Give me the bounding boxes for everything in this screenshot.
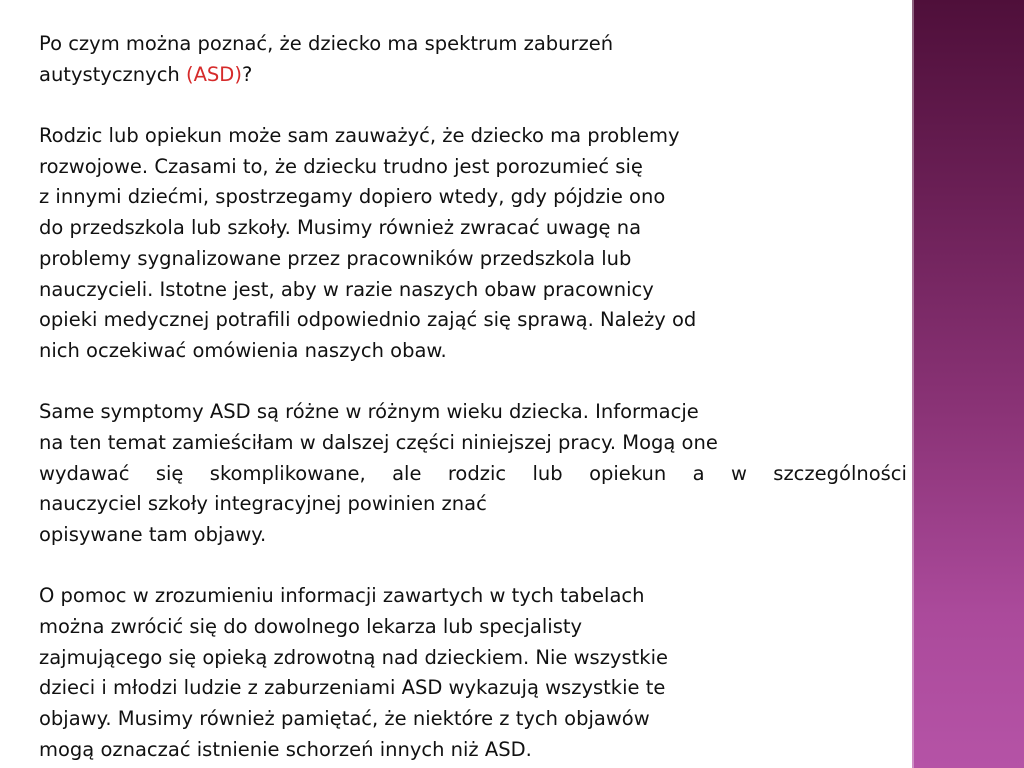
slide-text [39, 29, 907, 766]
asd-highlight: (ASD) [185, 62, 242, 86]
word: ale [392, 461, 422, 485]
paragraph-3-line-3 [39, 459, 907, 490]
paragraph-2-line: do przedszkola lub szkoły. Musimy również zwracać uwagę na [39, 216, 642, 240]
word: w [730, 461, 747, 485]
question-mark: ? [241, 62, 253, 86]
paragraph-2-line: problemy sygnalizowane przez pracowników przedszkola lub [39, 246, 632, 270]
paragraph-3-line-2: na ten temat zamieściłam w dalszej części niniejszej pracy. Mogą one [39, 430, 718, 454]
paragraph-2-line: nauczycieli. Istotne jest, aby w razie naszych obaw pracownicy [39, 277, 654, 301]
word: lub [532, 461, 563, 485]
paragraph-4-line: O pomoc w zrozumieniu informacji zawartych w tych tabelach [39, 584, 645, 608]
paragraph-3-line-1: Same symptomy ASD są różne w różnym wieku dziecka. Informacje [39, 400, 699, 424]
word: opiekun [589, 461, 667, 485]
paragraph-gap [39, 551, 907, 582]
paragraph-2-line: opieki medycznej potrafili odpowiednio zająć się sprawą. Należy od [39, 308, 697, 332]
paragraph-2-line: z innymi dziećmi, spostrzegamy dopiero wtedy, gdy pójdzie ono [39, 185, 666, 209]
paragraph-2-line: nich oczekiwać omówienia naszych obaw. [39, 338, 447, 362]
word: szczególności [773, 461, 907, 485]
paragraph-3-line-4: nauczyciel szkoły integracyjnej powinien znać [39, 492, 487, 516]
paragraph-4-line: zajmującego się opieką zdrowotną nad dzieckiem. Nie wszystkie [39, 645, 668, 669]
paragraph-4-line: mogą oznaczać istnienie schorzeń innych niż ASD. [39, 737, 532, 761]
text-segment: autystycznych [39, 62, 186, 86]
word: się [155, 461, 184, 485]
paragraph-2-line: Rodzic lub opiekun może sam zauważyć, że dziecko ma problemy [39, 124, 680, 148]
paragraph-gap [39, 90, 907, 121]
decorative-side-panel [912, 0, 1024, 768]
paragraph-4-line: dzieci i młodzi ludzie z zaburzeniami ASD wykazują wszystkie te [39, 676, 666, 700]
paragraph-4-line: objawy. Musimy również pamiętać, że niektóre z tych objawów [39, 707, 650, 731]
word: rodzic [447, 461, 507, 485]
word: wydawać [39, 461, 130, 485]
paragraph-1-line-1: Po czym można poznać, że dziecko ma spektrum zaburzeń [39, 32, 614, 55]
paragraph-3-line-5: opisywane tam objawy. [39, 523, 267, 546]
paragraph-1-line-2 [39, 60, 907, 91]
paragraph-gap [39, 367, 907, 398]
word: a [692, 461, 705, 485]
paragraph-2-line: rozwojowe. Czasami to, że dziecku trudno jest porozumieć się [39, 154, 643, 178]
word: skomplikowane, [209, 461, 366, 485]
paragraph-4-line: można zwrócić się do dowolnego lekarza lub specjalisty [39, 615, 583, 639]
